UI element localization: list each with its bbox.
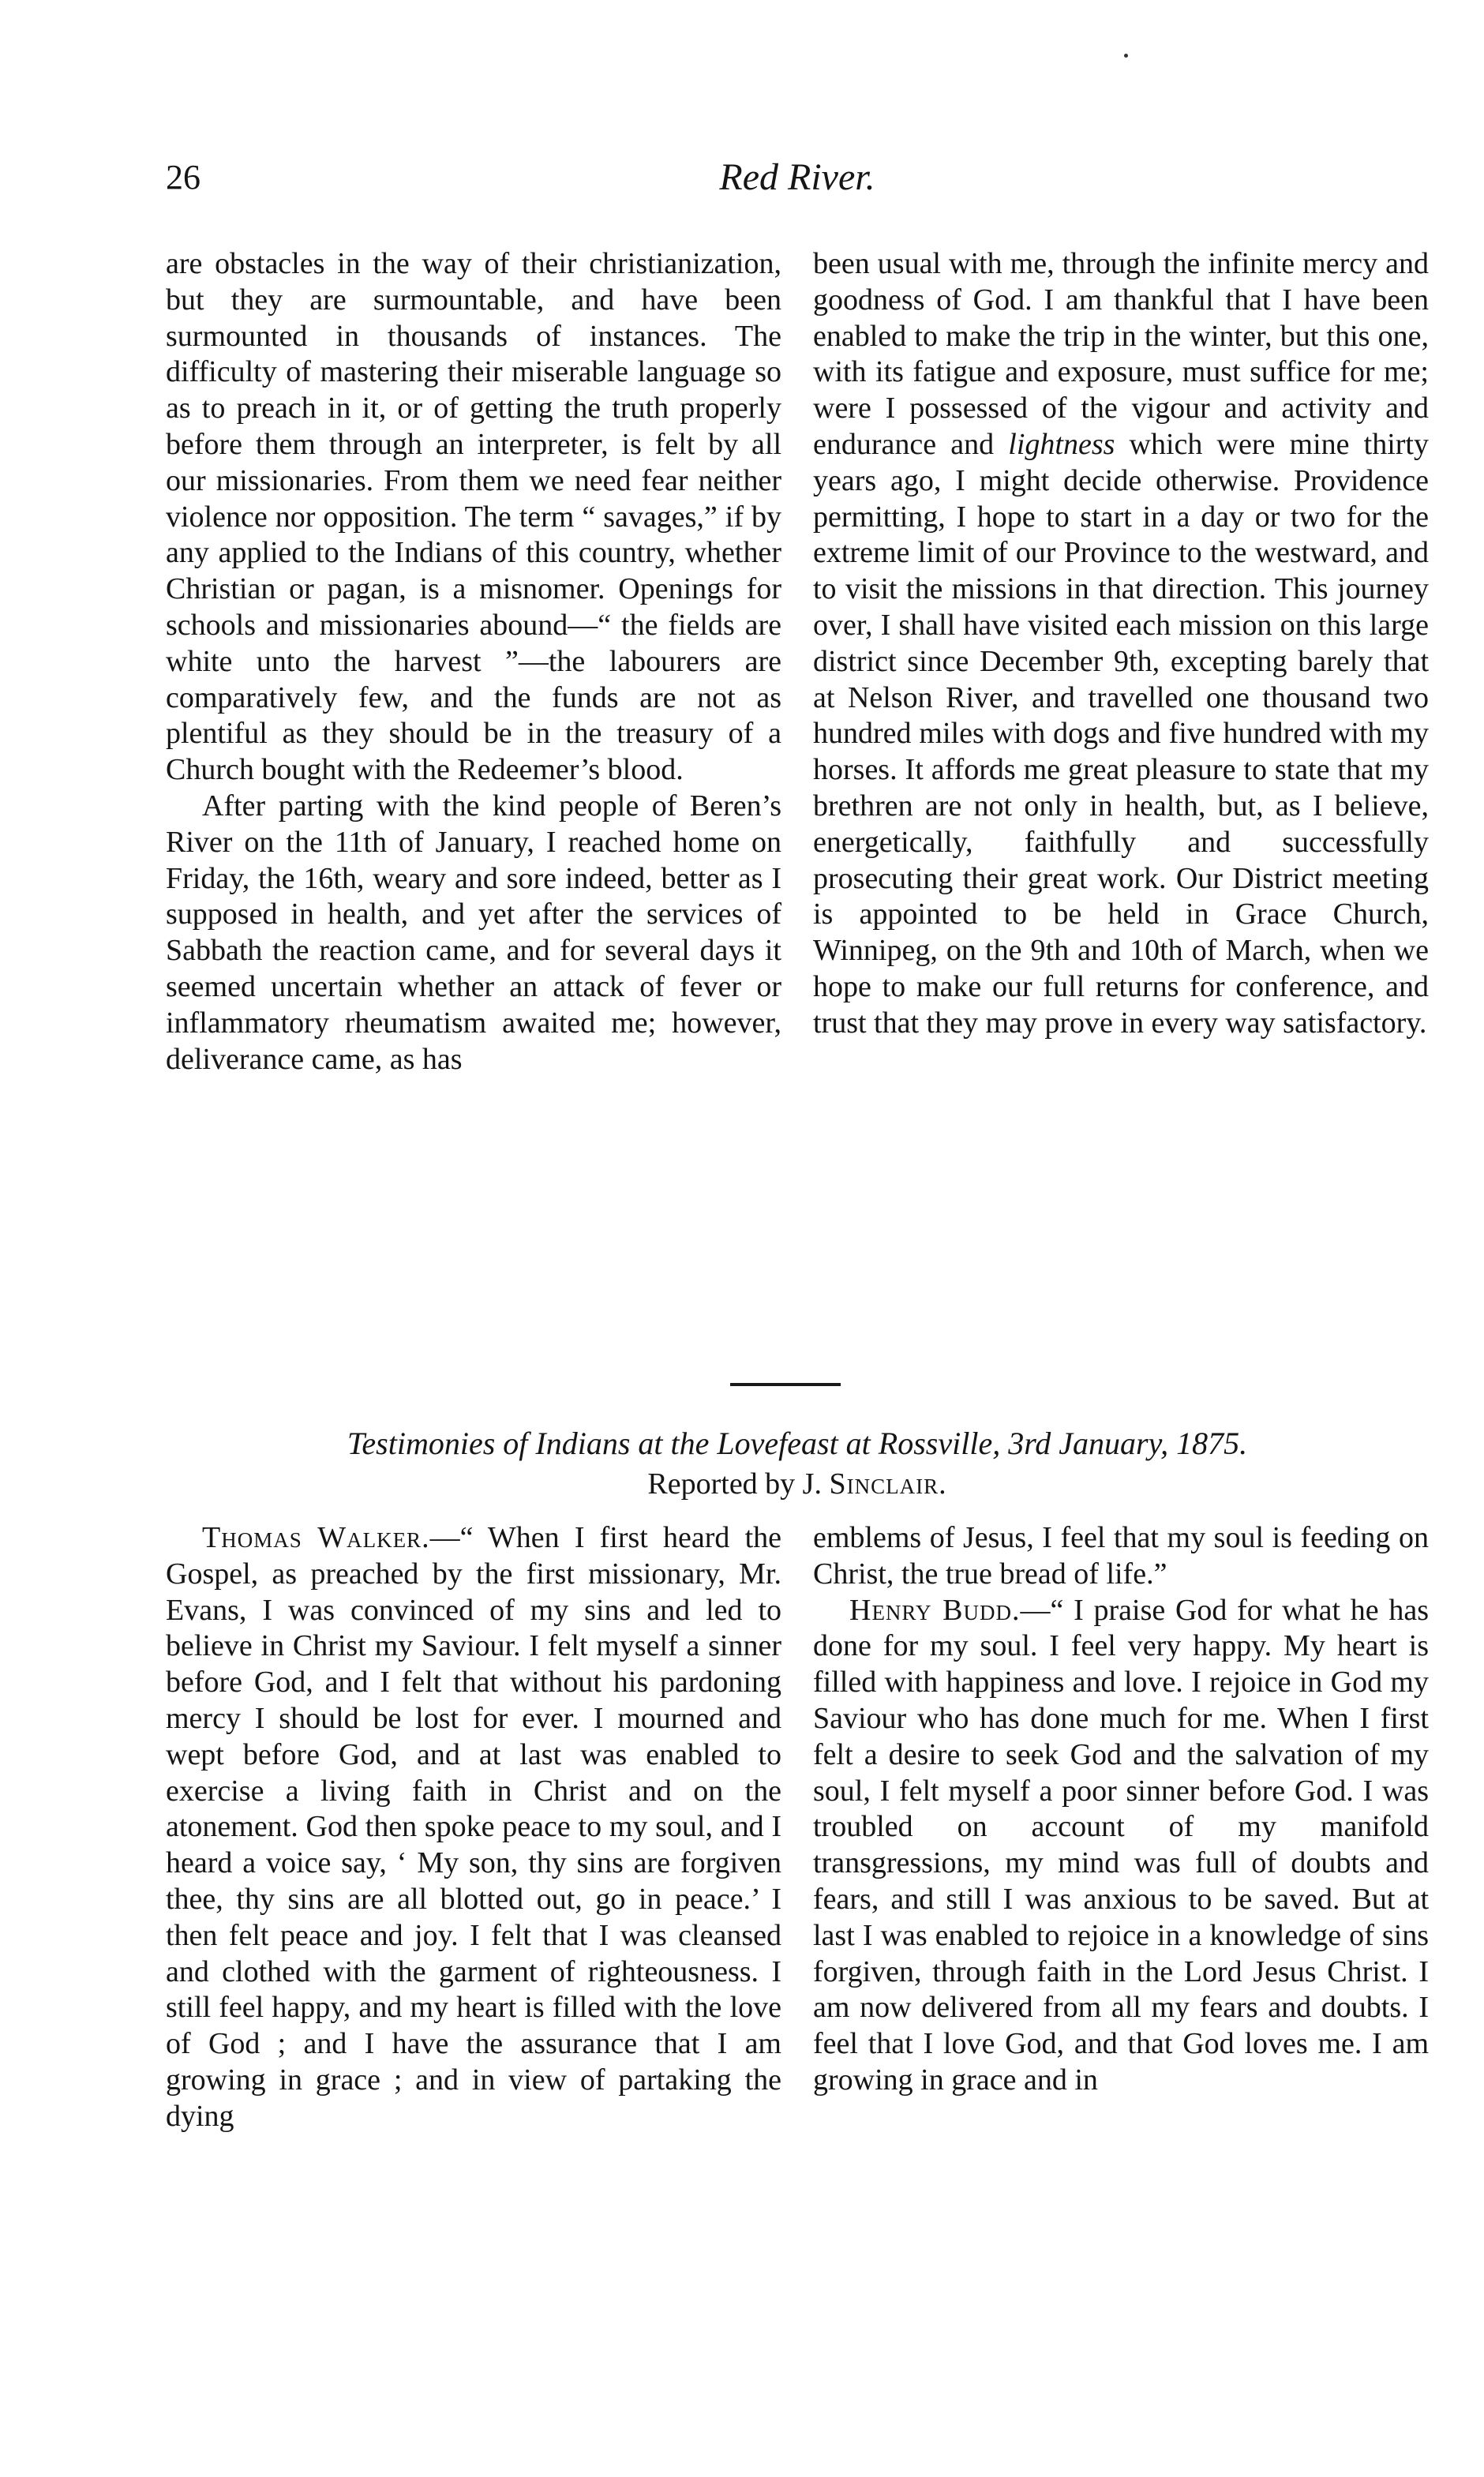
journey-text-start: been usual with me, through the infinite mercy and goodness of God. I am thankful that I have been enabled to make the trip in the winter, but this one, with its fatigue and exposure, must suffice for me; were I possessed of the vigour and activity and endurance and — [813, 247, 1429, 461]
speaker-thomas-walker: Thomas Walker. — [202, 1521, 430, 1554]
paragraph-obstacles: are obstacles in the way of their christianization, but they are surmountable, and have been surmounted in thousands of instances. The difficulty of mastering their miserable language so as to preach in it, or of getting the truth properly before them through an interpreter, is felt by all our missionaries. From them we need fear neither violence nor opposition. The term “ savages,” if by any applied to the Indians of this country, whether Christian or pagan, is a misnomer. Openings for schools and missionaries abound—“ the fields are white unto the harvest ”—the labourers are comparatively few, and the funds are not as plentiful as they should be in the treasury of a Church bought with the Redeemer’s blood. — [166, 247, 781, 787]
paragraph-journey-report — [813, 246, 1429, 1042]
testimony-thomas-walker — [166, 1520, 781, 2135]
top-right-column — [813, 246, 1429, 1042]
page-header — [166, 154, 1429, 217]
page-number: 26 — [166, 158, 200, 197]
bottom-right-column — [813, 1520, 1429, 2099]
paragraph-after-parting: After parting with the kind people of Beren’s River on the 11th of January, I reached home on Friday, the 16th, weary and sore indeed, better as I supposed in health, and yet after the services of Sabbath the reaction came, and for several days it seemed uncertain whether an attack of fever or inflammatory rheumatism awaited me; however, deliverance came, as has — [166, 789, 781, 1076]
running-title: Red River. — [719, 156, 875, 198]
section-divider — [730, 1383, 841, 1386]
testimony-walker-text: —“ When I first heard the Gospel, as preached by the first missionary, Mr. Evans, I was convinced of my sins and led to believe in Christ my Saviour. I felt myself a sinner before God, and I felt that without his pardoning mercy I should be lost for ever. I mourned and wept before God, and at last was enabled to exercise a living faith in Christ and on the atonement. God then spoke peace to my soul, and I heard a voice say, ‘ My son, thy sins are forgiven thee, thy sins are all blotted out, go in peace.’ I then felt peace and joy. I felt that I was cleansed and clothed with the garment of righteousness. I still feel happy, and my heart is filled with the love of God ; and I have the assurance that I am growing in grace ; and in view of partaking the dying — [166, 1521, 782, 2133]
ink-speck — [1124, 54, 1128, 58]
testimony-walker-continued: emblems of Jesus, I feel that my soul is feeding on Christ, the true bread of life.” — [813, 1521, 1429, 1591]
section-title: Testimonies of Indians at the Lovefeast at Rossville, 3rd January, 1875. — [347, 1426, 1248, 1461]
reported-by-line — [166, 1465, 1429, 1503]
italic-word-lightness: lightness — [1008, 427, 1115, 461]
reporter-name: Sinclair. — [829, 1467, 947, 1501]
top-left-column — [166, 246, 781, 1077]
bottom-left-column — [166, 1520, 781, 2135]
reported-prefix: Reported by J. — [647, 1467, 830, 1501]
journey-text-end: which were mine thirty years ago, I might decide otherwise. Providence permitting, I hope to start in a day or two for the extreme limit of our Province to the westward, and to visit the missions in that direction. This journey over, I shall have visited each mission on this large district since December 9th, excepting barely that at Nelson River, and travelled one thousand two hundred miles with dogs and five hundred with my horses. It affords me great pleasure to state that my brethren are not only in health, but, as I believe, energetically, faithfully and successfully prosecuting their great work. Our District meeting is appointed to be held in Grace Church, Winnipeg, on the 9th and 10th of March, when we hope to make our full returns for conference, and trust that they may prove in every way satisfactory. — [813, 427, 1429, 1040]
testimony-henry-budd — [813, 1593, 1429, 2099]
speaker-henry-budd: Henry Budd. — [849, 1593, 1021, 1627]
testimony-budd-text: —“ I praise God for what he has done for my soul. I feel very happy. My heart is filled with happiness and love. I rejoice in God my Saviour who has done much for me. When I first felt a desire to seek God and the salvation of my soul, I felt myself a poor sinner before God. I was troubled on account of my manifold transgressions, my mind was full of doubts and fears, and still I was anxious to be saved. But at last I was enabled to rejoice in a knowledge of sins forgiven, through faith in the Lord Jesus Christ. I am now delivered from all my fears and doubts. I feel that I love God, and that God loves me. I am growing in grace and in — [813, 1593, 1430, 2097]
